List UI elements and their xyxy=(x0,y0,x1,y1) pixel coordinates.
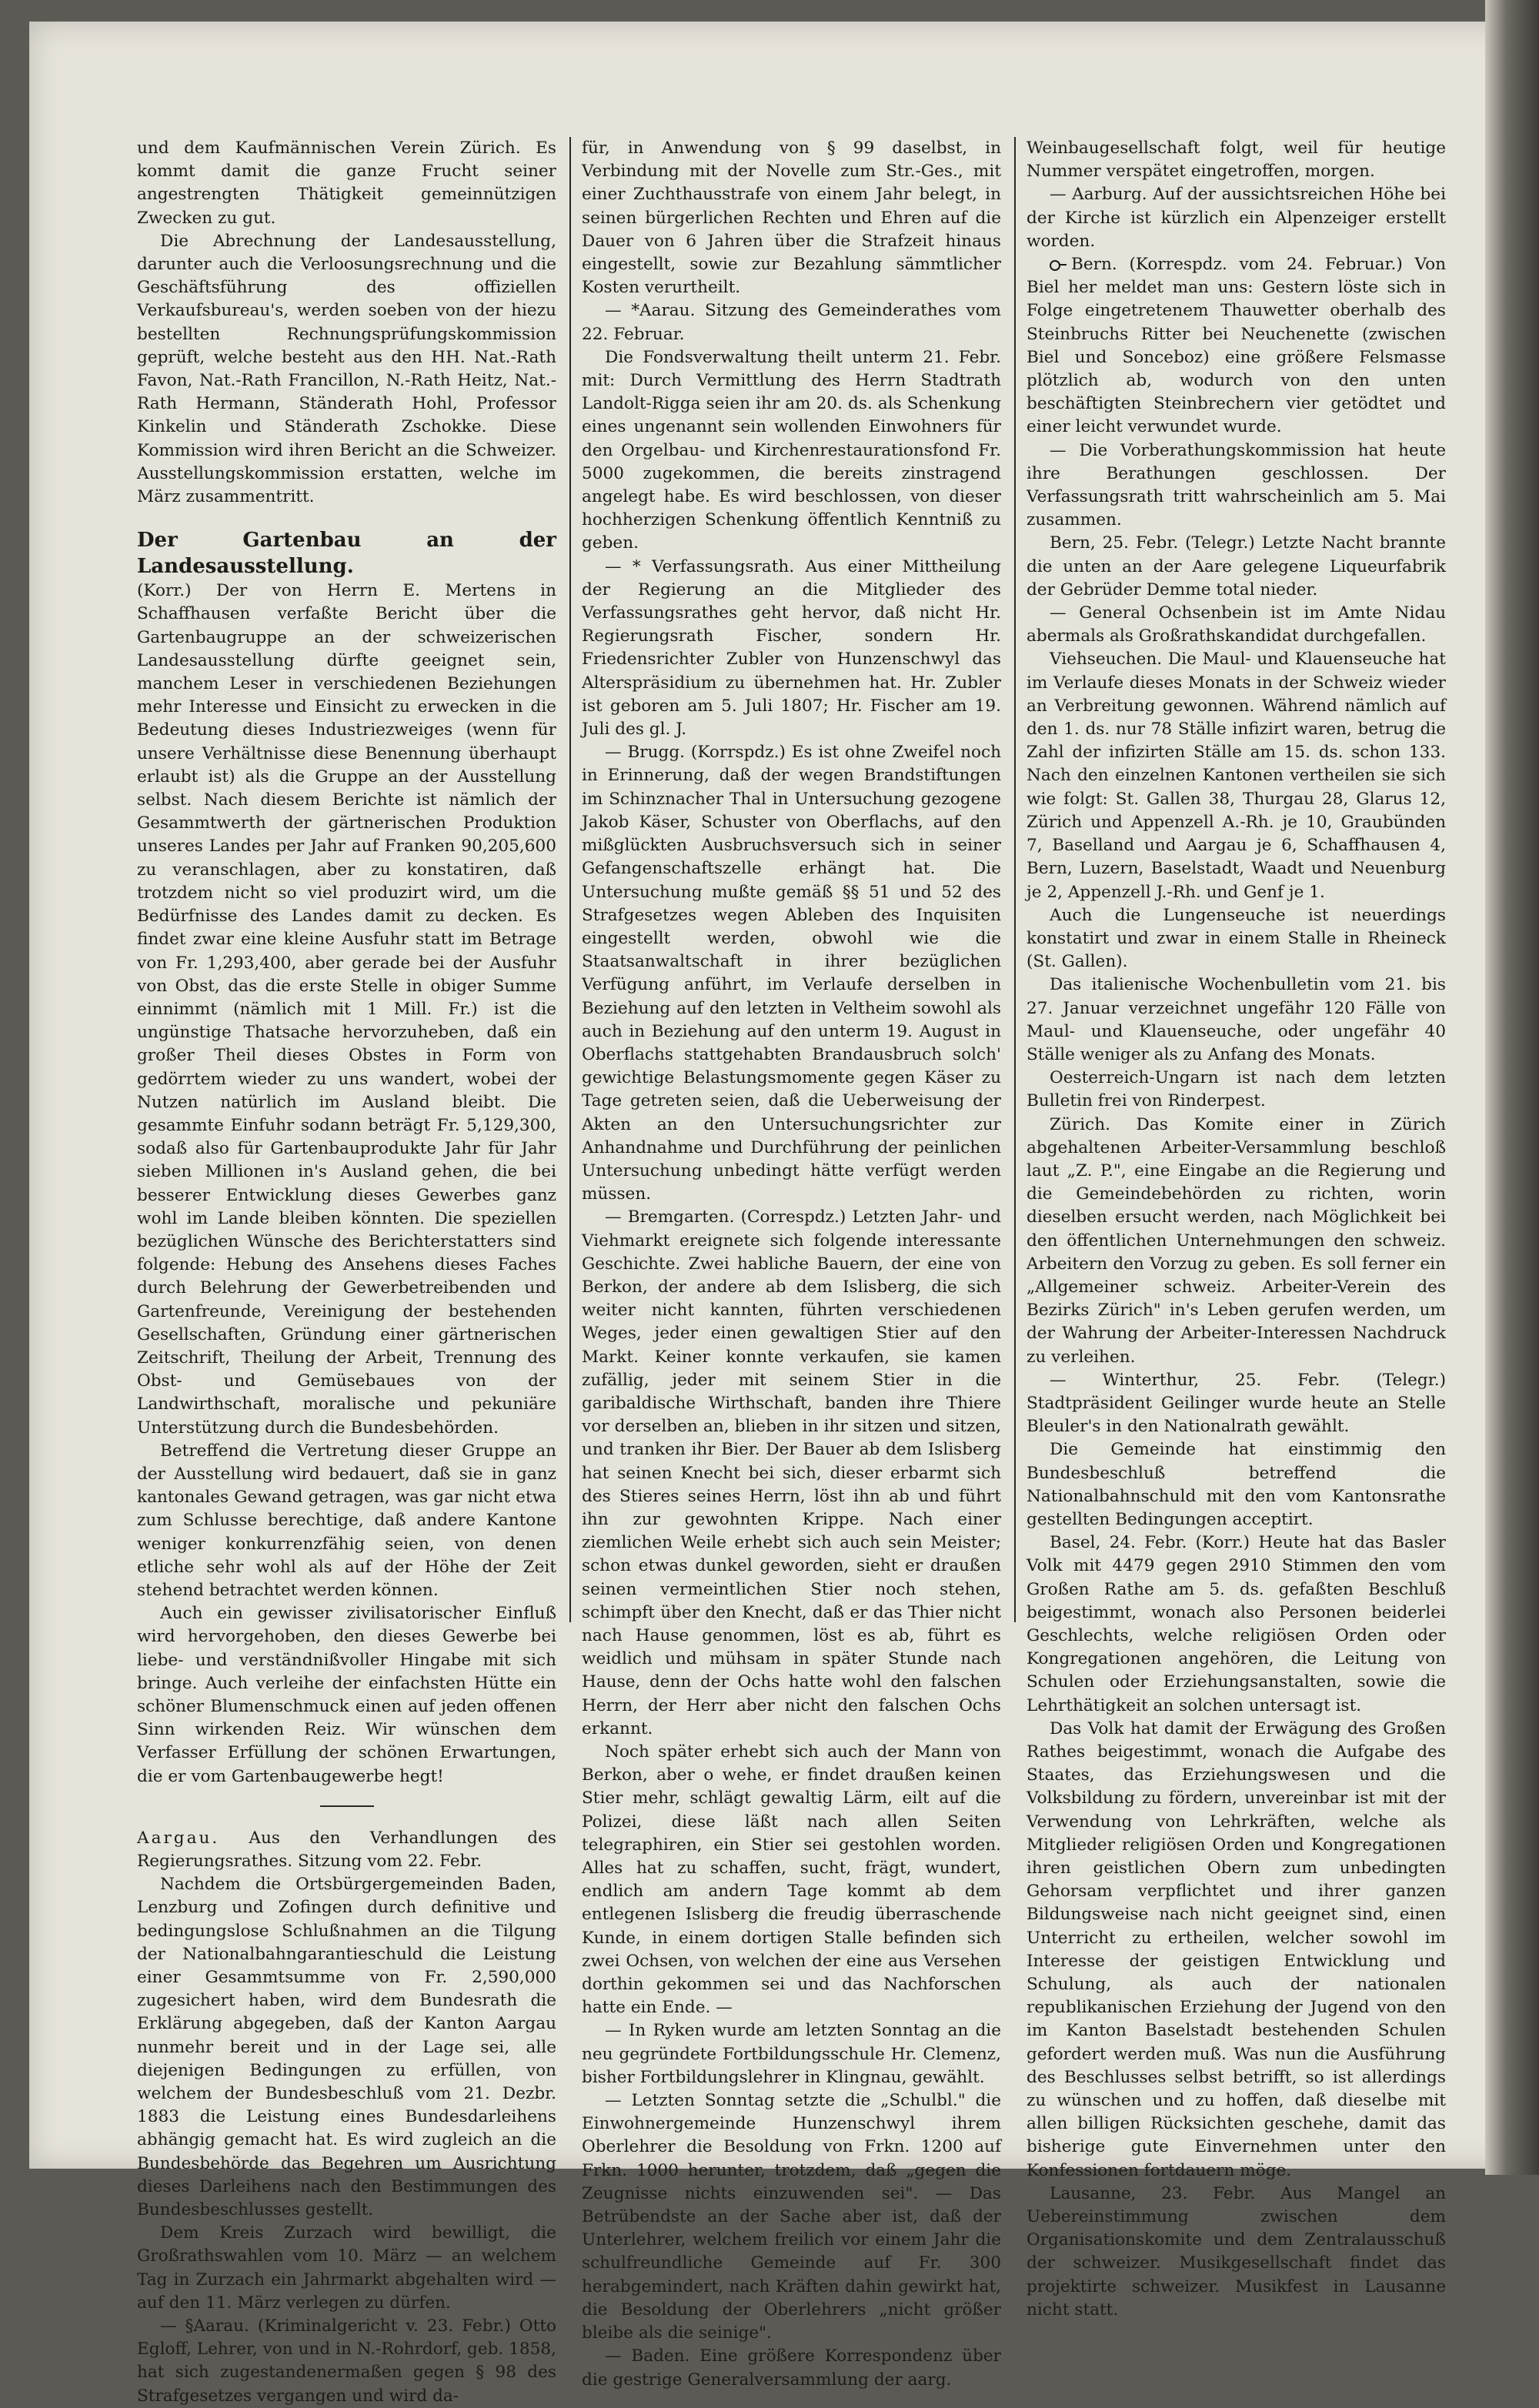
newspaper-page xyxy=(29,22,1518,2406)
column-rule xyxy=(1014,137,1016,1622)
paragraph: — Baden. Eine größere Korrespondenz über die gestrige Generalversammlung der aarg. xyxy=(582,2346,1001,2390)
paragraph: — Winterthur, 25. Febr. (Telegr.) Stadtpräsident Geilinger wurde heute an Stelle Bleuler's in den Nationalrath gewählt. xyxy=(1027,1370,1446,1437)
paragraph: Die Abrechnung der Landesausstellung, darunter auch die Verloosungsrechnung und die Geschäftsführung des offiziellen Verkaufsbureau's, werden soeben von der hiezu bestellten Rechnungsprüfungskommission geprüft, welche besteht aus den HH. Nat.-Rath Favon, Nat.-Rath Francillon, N.-Rath Heitz, Nat.-Rath Hermann, Ständerath Hohl, Professor Kinkelin und Ständerath Zschokke. Diese Kommission wird ihren Bericht an die Schweizer. Ausstellungskommission erstatten, welche im März zusammentritt. xyxy=(137,231,556,507)
paragraph: Lausanne, 23. Febr. Aus Mangel an Uebereinstimmung zwischen dem Organisationskomite und dem Zentralausschuß der schweizer. Musikgesellschaft findet das projektirte schweizer. Musikfest in Lausanne nicht statt. xyxy=(1027,2183,1446,2319)
paragraph: Auch die Lungenseuche ist neuerdings konstatirt und zwar in einem Stalle in Rheineck (St. Gallen). xyxy=(1027,905,1446,972)
paragraph: Zürich. Das Komite einer in Zürich abgehaltenen Arbeiter-Versammlung beschloß laut „Z. P.", eine Eingabe an die Regierung und die Gemeindebehörden zu richten, worin dieselben ersucht werden, nach Möglichkeit bei den öffentlichen Unternehmungen den schweiz. Arbeitern den Vorzug zu geben. Es soll ferner ein „Allgemeiner schweiz. Arbeiter-Verein des Bezirks Zürich" in's Leben gerufen werden, um der Wahrung der Arbeiter-Interessen Nachdruck zu verleihen. xyxy=(1027,1114,1446,1367)
paragraph: Das italienische Wochenbulletin vom 21. bis 27. Januar verzeichnet ungefähr 120 Fälle von Maul- und Klauenseuche, oder ungefähr 40 Ställe weniger als zu Anfang des Monats. xyxy=(1027,975,1446,1064)
paragraph: Bern, 25. Febr. (Telegr.) Letzte Nacht brannte die unten an der Aare gelegene Liqueurfabrik der Gebrüder Demme total nieder. xyxy=(1027,533,1446,599)
paragraph: Betreffend die Vertretung dieser Gruppe an der Ausstellung wird bedauert, daß sie in ganz kantonales Gewand getragen, was gar nicht etwa zum Schlusse berechtige, daß andere Kantone weniger konkurrenzfähig seien, von denen etliche sehr wohl als auf der Höhe der Zeit stehend betrachtet werden können. xyxy=(137,1441,556,1600)
paragraph: — *Aarau. Sitzung des Gemeinderathes vom 22. Februar. xyxy=(582,301,1001,344)
paragraph: — Die Vorberathungskommission hat heute ihre Berathungen geschlossen. Der Verfassungsrath tritt wahrscheinlich am 5. Mai zusammen. xyxy=(1027,440,1446,530)
paragraph: — General Ochsenbein ist im Amte Nidau abermals als Großrathskandidat durchgefallen. xyxy=(1027,603,1446,646)
paragraph: — Bremgarten. (Correspdz.) Letzten Jahr- und Viehmarkt ereignete sich folgende interessante Geschichte. Zwei habliche Bauern, der eine von Berkon, der andere ab dem Islisberg, die sich weiter nicht kannten, führten verschiedenen Weges, jeder einen gewaltigen Stier auf den Markt. Keiner konnte verkaufen, sie kamen zufällig, jeder mit seinem Stier in die garibaldische Wirthschaft, banden ihre Thiere vor derselben an, blieben in ihr sitzen und sitzen, und tranken ihr Bier. Der Bauer ab dem Islisberg hat seinen Knecht bei sich, dieser erbarmt sich des Stieres seines Herrn, löst ihn ab und führt ihn zur gewohnten Krippe. Nach einer ziemlichen Weile erhebt sich auch sein Meister; schon etwas dunkel geworden, sieht er draußen seinen vermeintlichen Stier noch stehen, schimpft über den Knecht, daß er das Thier nicht nach Hause genommen, löst es ab, führt es weidlich und mühsam in später Stunde nach Hause, denn der Ochs hatte wohl den falschen Herrn, der Herr aber nicht den falschen Ochs erkannt. xyxy=(582,1207,1001,1738)
section-separator xyxy=(320,1805,374,1807)
paragraph: Aus den Verhandlungen des Regierungsrathes. Sitzung vom 22. Febr. xyxy=(137,1828,556,1872)
article-columns xyxy=(137,137,1484,2406)
dateline-place: Aargau. xyxy=(137,1828,220,1848)
column-3 xyxy=(1027,137,1446,2319)
paragraph: Auch ein gewisser zivilisatorischer Einfluß wird hervorgehoben, den dieses Gewerbe bei liebe- und verständnißvoller Hingabe mit sich bringe. Auch verleihe der einfachsten Hütte ein schöner Blumenschmuck einen auf jeden offenen Sinn wirkenden Reiz. Wir wünschen dem Verfasser Erfüllung der schönen Erwartungen, die er vom Gartenbaugewerbe hegt! xyxy=(137,1604,556,1786)
paragraph: Dem Kreis Zurzach wird bewilligt, die Großrathswahlen vom 10. März — an welchem Tag in Zurzach ein Jahrmarkt abgehalten wird — auf den 11. März verlegen zu dürfen. xyxy=(137,2223,556,2313)
paragraph: Weinbaugesellschaft folgt, weil für heutige Nummer verspätet eingetroffen, morgen. xyxy=(1027,139,1446,182)
paragraph: — In Ryken wurde am letzten Sonntag an die neu gegründete Fortbildungsschule Hr. Clemenz, bisher Fortbildungslehrer in Klingnau, gewählt. xyxy=(582,2021,1001,2087)
paragraph: Viehseuchen. Die Maul- und Klauenseuche hat im Verlaufe dieses Monats in der Schweiz wieder an Verbreitung gewonnen. Während nämlich auf den 1. ds. nur 78 Ställe infizirt waren, betrug die Zahl der infizirten Ställe am 15. ds. schon 133. Nach den einzelnen Kantonen vertheilen sie sich wie folgt: St. Gallen 38, Thurgau 28, Glarus 12, Zürich und Appenzell A.-Rh. je 10, Graubünden 7, Baselland und Aargau je 6, Schaffhausen 4, Bern, Luzern, Baselstadt, Waadt und Neuenburg je 2, Appenzell J.-Rh. und Genf je 1. xyxy=(1027,650,1446,902)
paragraph: Die Fondsverwaltung theilt unterm 21. Febr. mit: Durch Vermittlung des Herrn Stadtrath Landolt-Rigga seien ihr am 20. ds. als Schenkung eines ungenannt sein wollenden Einwohners für den Orgelbau- und Kirchenrestaurationsfond Fr. 5000 zugekommen, die bereits zinstragend angelegt habe. Es wird beschlossen, von dieser hochherzigen Schenkung öffentlich Kenntniß zu geben. xyxy=(582,347,1001,553)
paragraph: und dem Kaufmännischen Verein Zürich. Es kommt damit die ganze Frucht seiner angestrengten Thätigkeit gemeinnützigen Zwecken zu gut. xyxy=(137,139,556,228)
paragraph: — Aarburg. Auf der aussichtsreichen Höhe bei der Kirche ist kürzlich ein Alpenzeiger erstellt worden. xyxy=(1027,185,1446,251)
paragraph: (Korr.) Der von Herrn E. Mertens in Schaffhausen verfaßte Bericht über die Gartenbaugruppe an der schweizerischen Landesausstellung dürfte geeignet sein, manchem Leser in verschiedenen Beziehungen mehr Interesse und Einsicht zu erwecken in die Bedeutung dieses Industriezweiges (wenn für unsere Verhältnisse diese Benennung überhaupt erlaubt ist) als die Gruppe an der Ausstellung selbst. Nach diesem Berichte ist nämlich der Gesammtwerth der gärtnerischen Produktion unseres Landes per Jahr auf Franken 90,205,600 zu veranschlagen, aber zu konstatiren, daß trotzdem nicht so viel produzirt wird, um die Bedürfnisse des Landes damit zu decken. Es findet zwar eine kleine Ausfuhr statt im Betrage von Fr. 1,293,400, aber gerade bei der Ausfuhr von Obst, das die erste Stelle in obiger Summe einnimmt (nämlich mit 1 Mill. Fr.) ist die ungünstige Thatsache hervorzuheben, daß ein großer Theil dieses Obstes in Form von gedörrtem wieder zu uns wandert, wobei der Nutzen natürlich im Ausland bleibt. Die gesammte Einfuhr sodann beträgt Fr. 5,129,300, sodaß also für Gartenbauprodukte Jahr für Jahr sieben Millionen in's Ausland gehen, die bei besserer Entwicklung dieses Gewerbes ganz wohl im Lande bleiben könnten. Die speziellen bezüglichen Wünsche des Berichterstatters sind folgende: Hebung des Ansehens dieses Faches durch Belehrung der Gewerbetreibenden und Gartenfreunde, Vereinigung der bestehenden Gesellschaften, Gründung einer gärtnerischen Zeitschrift, Theilung der Arbeit, Trennung des Obst- und Gemüsebaues von der Landwirthschaft, moralische und pekuniäre Unterstützung durch die Bundesbehörden. xyxy=(137,581,556,1438)
scan-edge-shadow xyxy=(1485,0,1539,2175)
paragraph: Bern. (Korrespdz. vom 24. Februar.) Von Biel her meldet man uns: Gestern löste sich in Folge eingetretenem Thauwetter oberhalb des Steinbruchs Ritter bei Neuchenette (zwischen Biel und Sonceboz) eine größere Felsmasse plötzlich ab, wodurch von den unten beschäftigten Steinbrechern vier getödtet und einer leicht verwundet wurde. xyxy=(1027,255,1446,437)
paragraph: — Brugg. (Korrspdz.) Es ist ohne Zweifel noch in Erinnerung, daß der wegen Brandstiftungen im Schinznacher Thal in Untersuchung gezogene Jakob Käser, Schuster von Oberflachs, auf den mißglückten Ausbruchsversuch sich in seiner Gefangenschaftszelle erhängt hat. Die Untersuchung mußte gemäß §§ 51 und 52 des Strafgesetzes wegen Ableben des Inquisiten eingestellt werden, obwohl wie die Staatsanwaltschaft in ihrer bezüglichen Verfügung anführt, im Verlaufe derselben in Beziehung auf den letzten in Veltheim sowohl als auch in Beziehung auf den unterm 19. August in Oberflachs stattgehabten Brandausbruch solch' gewichtige Belastungsmomente gegen Käser zu Tage getreten seien, daß die Ueberweisung der Akten an den Untersuchungsrichter zur Anhandnahme und Durchführung der peinlichen Untersuchung unbedingt hätte verfügt werden müssen. xyxy=(582,743,1001,1204)
paragraph: — * Verfassungsrath. Aus einer Mittheilung der Regierung an die Mitglieder des Verfassungsrathes geht hervor, daß nicht Hr. Regierungsrath Fischer, sondern Hr. Friedensrichter Zubler von Hunzenschwyl das Alterspräsidium zu übernehmen hat. Hr. Zubler ist geboren am 5. Juli 1807; Hr. Fischer am 19. Juli des gl. J. xyxy=(582,556,1001,740)
telephone-symbol-icon xyxy=(1050,259,1065,270)
paragraph: Basel, 24. Febr. (Korr.) Heute hat das Basler Volk mit 4479 gegen 2910 Stimmen den vom Großen Rathe am 5. ds. gefaßten Beschluß beigestimmt, wonach also Personen beiderlei Geschlechts, welche religiösen Orden oder Kongregationen angehören, die Leitung von Schulen oder Erziehungsanstalten, sowie die Lehrthätigkeit an solchen untersagt ist. xyxy=(1027,1533,1446,1715)
paragraph: für, in Anwendung von § 99 daselbst, in Verbindung mit der Novelle zum Str.-Ges., mit einer Zuchthausstrafe von einem Jahr belegt, in seinen bürgerlichen Rechten und Ehren auf die Dauer von 6 Jahren über die Strafzeit hinaus eingestellt, sowie zur Bezahlung sämmtlicher Kosten verurtheilt. xyxy=(582,139,1001,298)
paragraph: Noch später erhebt sich auch der Mann von Berkon, aber o wehe, er findet draußen keinen Stier mehr, schlägt gewaltig Lärm, eilt auf die Polizei, diese läßt nach allen Seiten telegraphiren, ein Stier sei gestohlen worden. Alles hat zu schaffen, sucht, frägt, wundert, endlich am andern Tage kommt ab dem entlegenen Islisberg die freudig überraschende Kunde, in einem dortigen Stalle befinden sich zwei Ochsen, von welchen der eine aus Versehen dorthin gekommen sei und das Nachforschen hatte ein Ende. — xyxy=(582,1742,1001,2018)
paragraph: Oesterreich-Ungarn ist nach dem letzten Bulletin frei von Rinderpest. xyxy=(1027,1068,1446,1111)
article-heading: Der Gartenbau an der Landesausstellung. xyxy=(137,529,556,579)
column-1 xyxy=(137,137,556,2406)
paragraph: Das Volk hat damit der Erwägung des Großen Rathes beigestimmt, wonach die Aufgabe des Staates, das Erziehungswesen und die Volksbildung zu fördern, unvereinbar ist mit der Verwendung von Lehrkräften, welche als Mitglieder religiösen Orden und Kongregationen ihren geistlichen Obern zum unbedingten Gehorsam verpflichtet und ihrer ganzen Bildungsweise nach nicht geeignet sind, einen Unterricht zu ertheilen, welcher sowohl im Interesse der geistigen Entwicklung und Schulung, als auch der nationalen republikanischen Erziehung der Jugend von den im Kanton Baselstadt bestehenden Schulen gefordert werden muß. Was nun die Ausführung des Beschlusses selbst betrifft, so ist allerdings zu wünschen und zu hoffen, daß dieselbe mit allen billigen Rücksichten geschehe, damit das bisherige gute Einvernehmen unter den Konfessionen fortdauern möge. xyxy=(1027,1718,1446,2180)
paragraph: — §Aarau. (Kriminalgericht v. 23. Febr.) Otto Egloff, Lehrer, von und in N.-Rohrdorf, geb. 1858, hat sich zugestandenermaßen gegen § 98 des Strafgesetzes vergangen und wird da- xyxy=(137,2316,556,2406)
column-rule xyxy=(569,137,571,1622)
paragraph: Nachdem die Ortsbürgergemeinden Baden, Lenzburg und Zofingen durch definitive und bedingungslose Schlußnahmen an die Tilgung der Nationalbahngarantieschuld die Leistung einer Gesammtsumme von Fr. 2,590,000 zugesichert haben, wird dem Bundesrath die Erklärung abgegeben, daß der Kanton Aargau nunmehr bereit und in der Lage sei, alle diejenigen Bedingungen zu erfüllen, von welchem der Bundesbeschluß vom 21. Dezbr. 1883 die Leistung eines Bundesdarleihens abhängig gemacht hat. Es wird zugleich an die Bundesbehörde das Begehren um Ausrichtung dieses Darleihens nach den Bestimmungen des Bundesbeschlusses gestellt. xyxy=(137,1875,556,2220)
paragraph: Die Gemeinde hat einstimmig den Bundesbeschluß betreffend die Nationalbahnschuld mit den vom Kantonsrathe gestellten Bedingungen acceptirt. xyxy=(1027,1440,1446,1529)
paragraph: — Letzten Sonntag setzte die „Schulbl." die Einwohnergemeinde Hunzenschwyl ihrem Oberlehrer die Besoldung von Frkn. 1200 auf Frkn. 1000 herunter, trotzdem, daß „gegen die Zeugnisse nichts einzuwenden sei". — Das Betrübendste an der Sache aber ist, daß der Unterlehrer, welchem freilich vor einem Jahr die schulfreundliche Gemeinde auf Fr. 300 herabgemindert, nach Kräften dahin gewirkt hat, die Besoldung der Oberlehrers „nicht größer bleibe als die seinige". xyxy=(582,2091,1001,2343)
column-2 xyxy=(582,137,1001,2390)
